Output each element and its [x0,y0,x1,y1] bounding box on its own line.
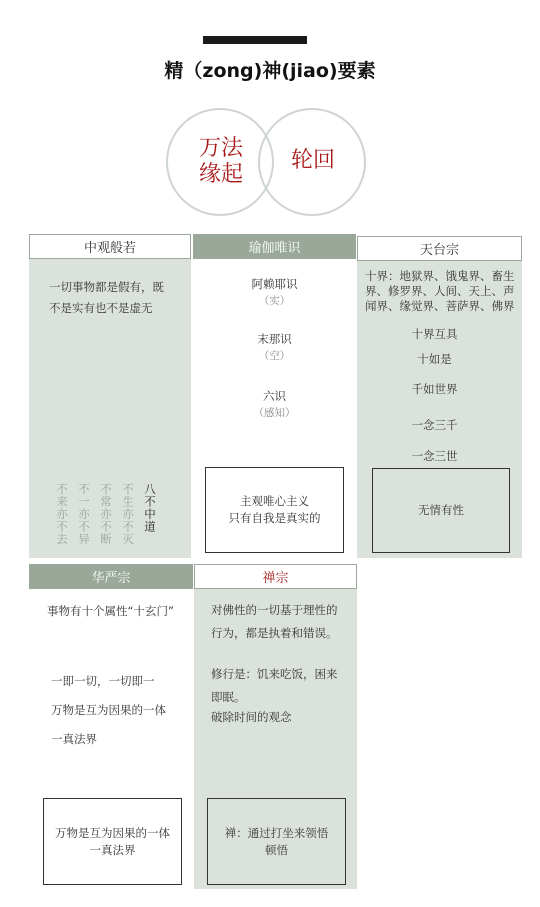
huayan-line-2: 万物是互为因果的一体 [51,703,166,717]
venn-left-line-1: 万法 [198,136,243,161]
negation-column-3: 不常亦不断 [99,483,113,546]
tiantai-line-4: 一念三千 [411,418,458,432]
yujia-item-1-name: 阿赖耶识 [251,277,298,291]
tiantai-line-5: 一念三世 [411,449,458,463]
huayan-summary-box [43,798,182,885]
header-yujia: 瑜伽唯识 [193,234,356,259]
chan-paragraph-3: 破除时间的观念 [211,710,292,724]
chan-summary-box [207,798,346,885]
huayan-lead: 事物有十个属性“十玄门” [47,604,174,618]
yujia-item-3-name: 六识 [263,389,286,403]
eight-negations-label: 八不中道 [143,483,157,533]
huayan-line-1: 一即一切，一切即一 [51,674,155,688]
title-bar [203,36,307,44]
huayan-line-3: 一真法界 [51,732,97,746]
huayan-box-line-1: 万物是互为因果的一体 [55,825,170,840]
yujia-box-line-1: 主观唯心主义 [240,494,309,508]
huayan-box-line-2: 一真法界 [89,842,136,857]
venn-right-label: 轮回 [290,148,335,173]
yujia-item-3 [193,388,356,420]
negation-column-4: 不生亦不灭 [121,483,135,546]
negation-column-1: 不来亦不去 [55,483,69,546]
yujia-box-line-2: 只有自我是真实的 [228,511,321,525]
negation-column-2: 不一亦不异 [77,483,91,546]
eight-negations [55,483,156,546]
chan-box-line-2: 顿悟 [265,842,288,857]
yujia-item-2-name: 末那识 [257,332,292,346]
yujia-summary-box [205,467,344,553]
header-zhongguan: 中观般若 [29,234,191,259]
chan-paragraph-2: 修行是：饥来吃饭，困来即眠。 [211,667,338,704]
yujia-item-3-note: （感知） [253,407,296,419]
yujia-item-2-note: （空） [258,350,291,362]
chan-paragraph-1: 对佛性的一切基于理性的行为，都是执着和错误。 [211,603,338,640]
venn-left-line-2: 缘起 [198,162,243,187]
header-tiantai: 天台宗 [357,236,522,261]
venn-left-label [186,136,256,188]
tiantai-line-1: 十界互具 [411,327,458,341]
tiantai-ten-realms: 十界：地狱界、饿鬼界、畜生界、修罗界、人间、天上、声闻界、缘觉界、菩萨界、佛界 [365,269,515,313]
zhongguan-text: 一切事物都是假有，既不是实有也不是虚无 [49,280,164,315]
yujia-item-2 [193,331,356,363]
yujia-item-1-note: （实） [258,295,291,307]
tiantai-line-3: 千如世界 [411,382,458,396]
header-chan: 禅宗 [194,564,357,589]
chan-box-line-1: 禅：通过打坐来领悟 [224,825,329,840]
tiantai-summary-box: 无情有性 [372,468,510,553]
yujia-item-1 [193,276,356,308]
tiantai-line-2: 十如是 [417,352,452,366]
header-huayan: 华严宗 [29,564,193,589]
page-title: 精（zong)神(jiao)要素 [164,60,376,82]
